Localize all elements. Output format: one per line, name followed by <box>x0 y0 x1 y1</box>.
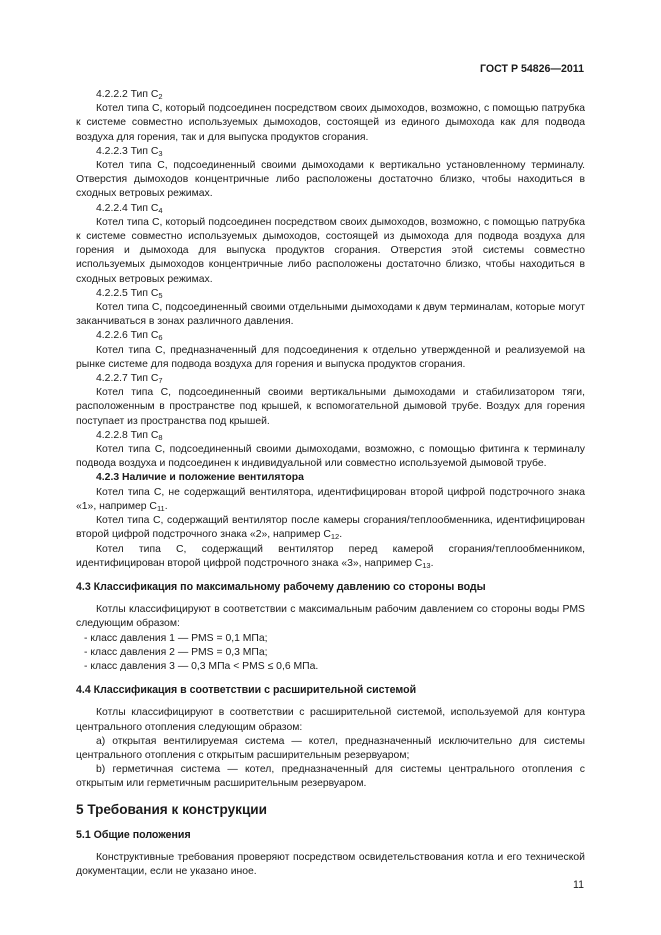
type-c2 <box>76 88 585 145</box>
type-heading: 4.2.2.4 Тип $C_4$ <box>96 202 163 215</box>
paragraph: Котел типа С, не содержащий вентилятора, идентифицирован второй цифрой подстрочного знака «1», например $C_{11}$. <box>76 486 585 513</box>
paragraph: Конструктивные требования проверяют посредством освидетельствования котла и его технической документации, если не указано иное. <box>76 851 585 878</box>
paragraph: Котел типа С, содержащий вентилятор перед камерой сгорания/теплообменником, идентифицирован второй цифрой подстрочного знака «3», например $C_{13}$. <box>76 543 585 570</box>
type-heading: 4.2.2.8 Тип $C_8$ <box>96 429 163 442</box>
type-c6 <box>76 329 585 372</box>
section-4-3-heading: 4.3 Классификация по максимальному рабочему давлению со стороны воды <box>76 580 486 593</box>
type-text: Котел типа С, предназначенный для подсоединения к отдельно утвержденной и реализуемой на рынке системе для подвода воздуха для горения и выпуска продуктов сгорания. <box>76 344 585 370</box>
standard-header: ГОСТ Р 54826—2011 <box>480 63 584 75</box>
paragraph: Котлы классифицируют в соответствии с максимальным рабочим давлением со стороны воды PMS следующим образом: <box>76 604 585 630</box>
type-c7 <box>76 372 585 429</box>
paragraph: Котел типа С, содержащий вентилятор после камеры сгорания/теплообменника, идентифицирован второй цифрой подстрочного знака «2», например $C_{12}$. <box>76 515 585 542</box>
section-4-2-3-heading: 4.2.3 Наличие и положение вентилятора <box>96 472 304 484</box>
page-number: 11 <box>573 879 584 891</box>
paragraph: Котлы классифицируют в соответствии с расширительной системой, используемой для контура центрального отопления следующим образом: <box>76 707 585 733</box>
list-item: - класс давления 1 — PMS = 0,1 МПа; <box>84 632 268 644</box>
type-heading: 4.2.2.6 Тип $C_6$ <box>96 330 163 343</box>
list-item: - класс давления 3 — 0,3 МПа < PMS ≤ 0,6 МПа. <box>84 660 319 672</box>
type-heading: 4.2.2.7 Тип $C_7$ <box>96 373 163 386</box>
type-text: Котел типа С, который подсоединен посредством своих дымоходов, возможно, с помощью патрубка к системе совместно используемых дымоходов, состоящей из дымохода для подвода воздуха для горения и дымохода для выпуска продуктов сгорания. Отверстия этой системы совместно используемых дымоходов концентричные либо расположены достаточно близко, чтобы находиться в сходных ветровых режимах. <box>76 216 585 285</box>
type-text: Котел типа С, который подсоединен посредством своих дымоходов, возможно, с помощью патрубка к системе совместно используемых дымоходов, состоящей из единого дымохода как для подвода воздуха для горения, так и для выпуска продуктов сгорания. <box>76 103 585 143</box>
type-c8 <box>76 429 585 472</box>
type-heading: 4.2.2.3 Тип $C_3$ <box>96 145 163 158</box>
type-text: Котел типа С, подсоединенный своими дымоходами, возможно, с помощью фитинга к терминалу подвода воздуха и подсоединен к индивидуальной или совместно используемой дымовой трубе. <box>76 444 585 470</box>
section-5-1-heading: 5.1 Общие положения <box>76 828 191 841</box>
section-4-4-heading: 4.4 Классификация в соответствии с расширительной системой <box>76 684 417 697</box>
type-c3 <box>76 145 585 202</box>
section-5-heading: 5 Требования к конструкции <box>76 801 268 817</box>
type-text: Котел типа С, подсоединенный своими дымоходами к вертикально установленному терминалу. Отверстия дымоходов концентричные либо расположены достаточно близко, чтобы находиться в сходных ветровых режимах. <box>76 160 585 200</box>
paragraph: a) открытая вентилируемая система — котел, предназначенный исключительно для системы центрального отопления с открытым расширительным резервуаром; <box>76 735 585 761</box>
list-item: - класс давления 2 — PMS = 0,3 МПа; <box>84 646 268 658</box>
type-heading: 4.2.2.2 Тип $C_2$ <box>96 89 163 101</box>
type-c5 <box>76 287 585 330</box>
paragraph: b) герметичная система — котел, предназначенный для системы центрального отопления с открытым или герметичным расширительным резервуаром. <box>76 764 585 790</box>
type-heading: 4.2.2.5 Тип $C_5$ <box>96 287 163 300</box>
type-text: Котел типа С, подсоединенный своими отдельными дымоходами к двум терминалам, которые могут заканчиваться в зонах различного давления. <box>76 302 585 328</box>
type-c4 <box>76 202 585 287</box>
type-text: Котел типа С, подсоединенный своими вертикальными дымоходами и стабилизатором тяги, расположенным в пространстве под крышей, к вспомогательной дымовой трубе. Воздух для горения поступает из пространства под крышей. <box>76 387 585 427</box>
